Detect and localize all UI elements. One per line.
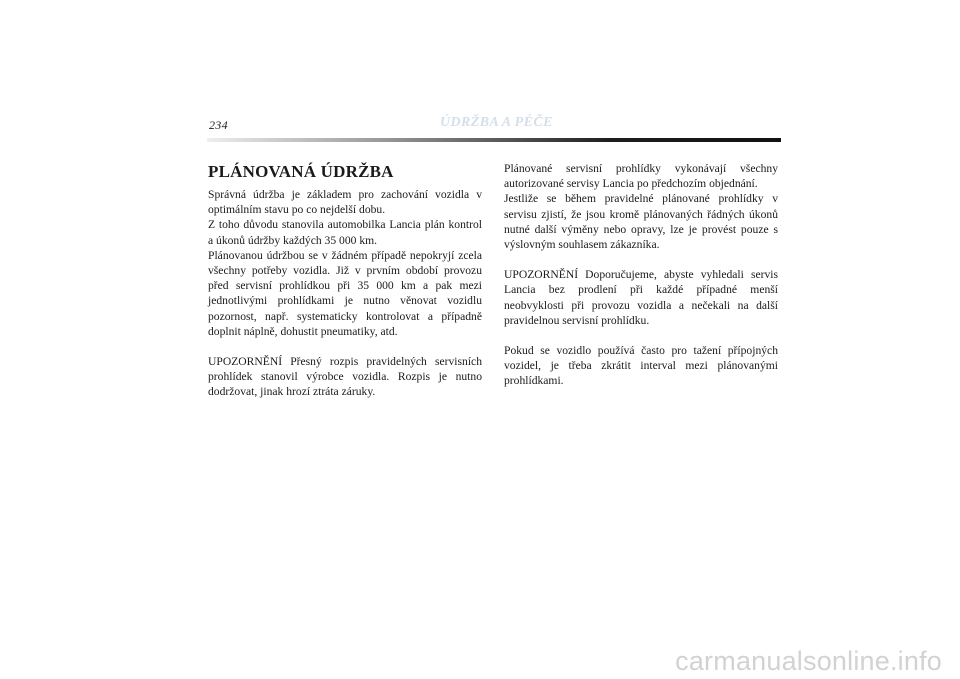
section-title: PLÁNOVANÁ ÚDRŽBA: [208, 162, 394, 181]
paragraph-service: Plánované servisní prohlídky vykonávají všechny autorizované servisy Lancia po předchozím objednání.: [504, 162, 778, 191]
watermark: carmanualsonline.info: [675, 646, 942, 676]
page-number: 234: [209, 118, 228, 132]
paragraph-gap: [504, 328, 778, 343]
paragraph-warning: UPOZORNĚNÍ Přesný rozpis pravidelných servisních prohlídek stanovil výrobce vozidla. Rozpis je nutno dodržovat, jinak hrozí ztráta záruky.: [208, 355, 482, 399]
paragraph-warning: UPOZORNĚNÍ Doporučujeme, abyste vyhledali servis Lancia bez prodlení při každé případné menší neobvyklosti při provozu vozidla a nečekali na další pravidelnou servisní prohlídku.: [504, 268, 778, 327]
paragraph-intro: Správná údržba je základem pro zachování vozidla v optimálním stavu po co nejdelší dobu.: [208, 188, 482, 217]
header-rule: [207, 138, 781, 142]
paragraph-towing: Pokud se vozidlo používá často pro tažení přípojných vozidel, je třeba zkrátit interval mezi plánovanými prohlídkami.: [504, 344, 778, 388]
paragraph-plan: Z toho důvodu stanovila automobilka Lancia plán kontrol a úkonů údržby každých 35 000 km.: [208, 218, 482, 247]
left-column: [208, 162, 482, 400]
paragraph-gap: [208, 339, 482, 354]
paragraph-gap: [504, 252, 778, 267]
right-column: [504, 161, 778, 389]
paragraph-coverage: Plánovanou údržbou se v žádném případě nepokryjí zcela všechny potřeby vozidla. Již v prvním období provozu před servisní prohlídkou při 35 000 km a pak mezi jednotlivými prohlídkami je nutno věnovat vozidlu pozornost, např. systematicky kontrolovat a případně doplnit náplně, dohustit pneumatiky, atd.: [208, 248, 482, 338]
paragraph-extra-repairs: Jestliže se během pravidelné plánované prohlídky v servisu zjistí, že jsou kromě plánovaných řádných úkonů nutné další výměny nebo opravy, lze je provést pouze s výslovným souhlasem zákazníka.: [504, 192, 778, 252]
chapter-title: ÚDRŽBA A PÉČE: [440, 115, 553, 130]
